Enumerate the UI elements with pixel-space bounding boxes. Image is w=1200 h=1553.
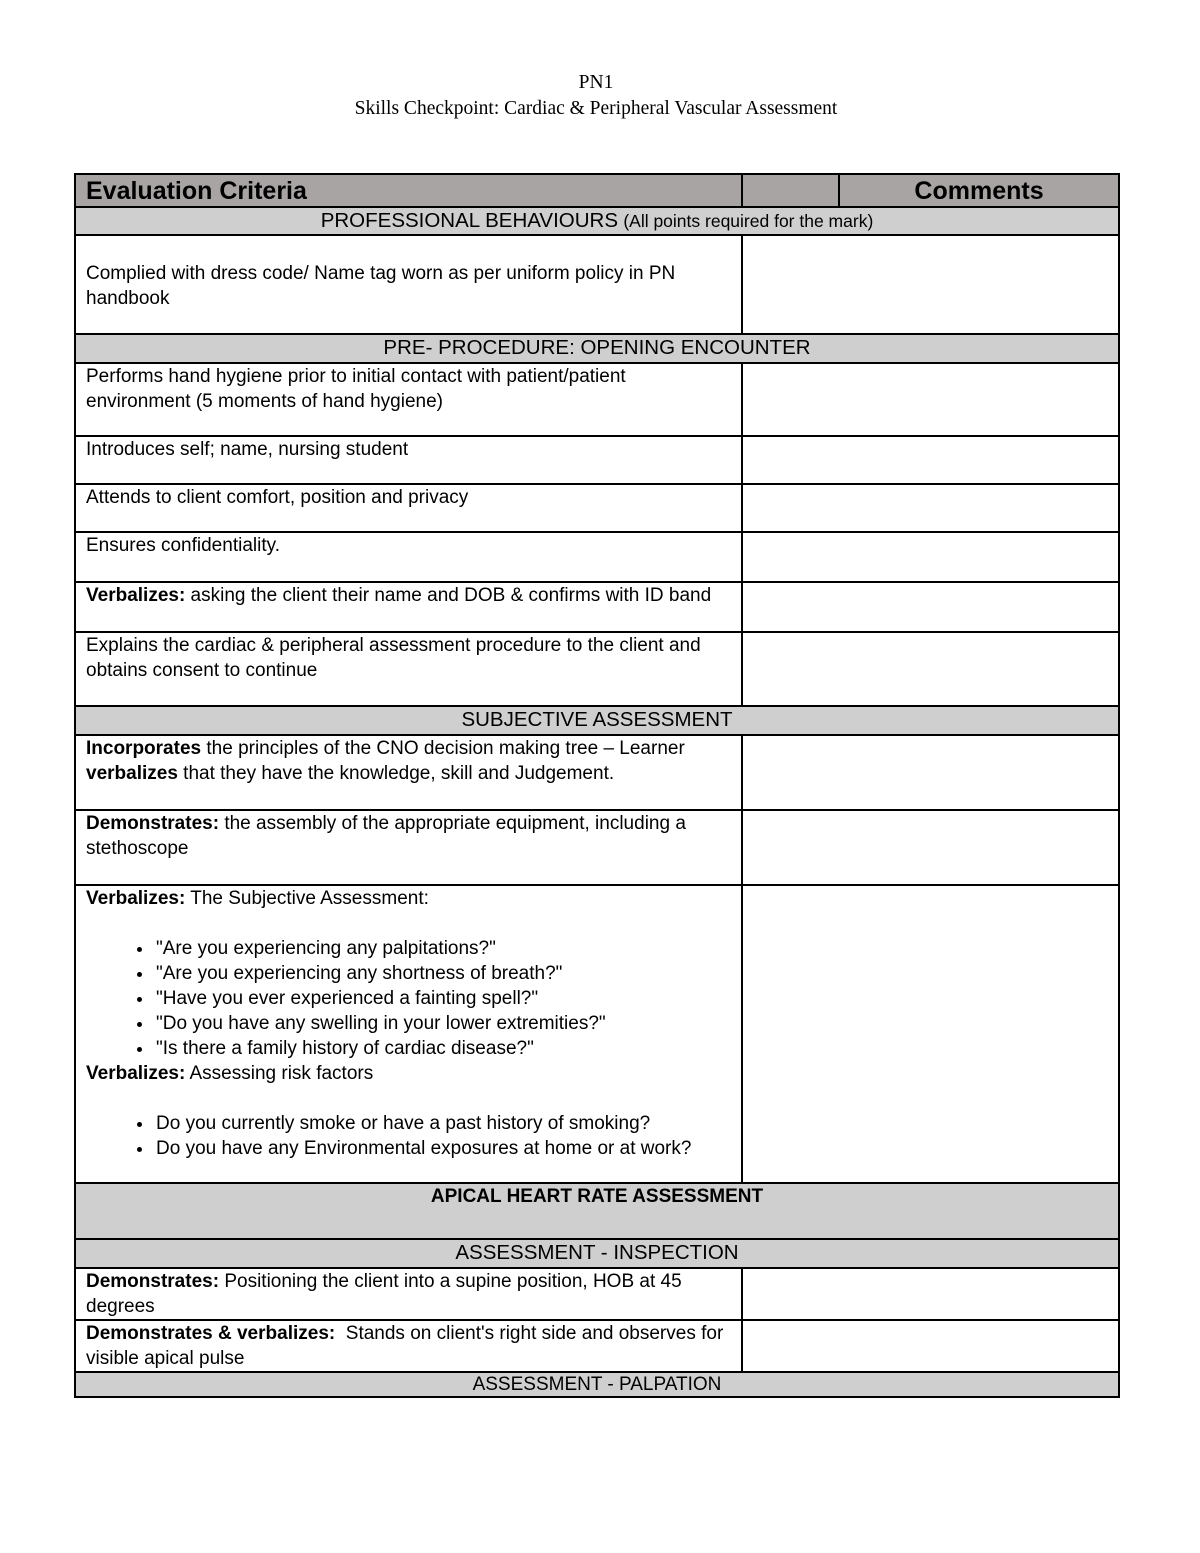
table-row (75, 532, 1119, 582)
section-row (75, 706, 1119, 735)
section-subjective-assessment: SUBJECTIVE ASSESSMENT (75, 706, 1119, 735)
comments-cell[interactable] (742, 582, 1119, 632)
risk-factor-questions-list (86, 1111, 731, 1161)
comments-cell[interactable] (742, 1320, 1119, 1372)
section-row (75, 1239, 1119, 1268)
table-header-row (75, 174, 1119, 207)
table-row (75, 632, 1119, 706)
section-assessment-palpation: ASSESSMENT - PALPATION (75, 1372, 1119, 1397)
list-item: • Do you currently smoke or have a past history of smoking? (154, 1111, 731, 1136)
list-item: • "Are you experiencing any palpitations?" (154, 936, 731, 961)
table-row (75, 363, 1119, 436)
comments-cell[interactable] (742, 532, 1119, 582)
section-pre-procedure: PRE- PROCEDURE: OPENING ENCOUNTER (75, 334, 1119, 363)
column-header-blank (742, 174, 839, 207)
list-item: • "Is there a family history of cardiac disease?" (154, 1036, 731, 1061)
criteria-cell: Demonstrates & verbalizes: Stands on client's right side and observes for visible apical pulse (75, 1320, 742, 1372)
criteria-cell: Verbalizes: asking the client their name and DOB & confirms with ID band (75, 582, 742, 632)
comments-cell[interactable] (742, 363, 1119, 436)
table-row (75, 1268, 1119, 1320)
section-apical-heart-rate: APICAL HEART RATE ASSESSMENT (75, 1183, 1119, 1239)
criteria-cell: Complied with dress code/ Name tag worn as per uniform policy in PN handbook (75, 235, 742, 334)
criteria-cell: Incorporates the principles of the CNO decision making tree – Learner verbalizes that they have the knowledge, skill and Judgement. (75, 735, 742, 810)
list-item: • "Do you have any swelling in your lower extremities?" (154, 1011, 731, 1036)
subjective-questions-list (86, 936, 731, 1061)
table-row (75, 484, 1119, 532)
criteria-cell: Explains the cardiac & peripheral assessment procedure to the client and obtains consent to continue (75, 632, 742, 706)
criteria-cell: Demonstrates: Positioning the client into a supine position, HOB at 45 degrees (75, 1268, 742, 1320)
table-row (75, 1320, 1119, 1372)
comments-cell[interactable] (742, 484, 1119, 532)
list-item: • "Have you ever experienced a fainting spell?" (154, 986, 731, 1011)
column-header-comments: Comments (839, 174, 1119, 207)
criteria-cell: Verbalizes: The Subjective Assessment: • "Are you experiencing any palpitations?" • "Are you experiencing any shortness of breath?" • "Have you ever experienced a fainting spell?" • "Do you have any swelling in your lower extremities?" • "Is there a family history of cardiac disease?" Verbalizes: Assessing risk factors • Do you currently smoke or have a past history of smoking? • Do you have any Environmental exposures at home or at work? (75, 885, 742, 1183)
evaluation-table (74, 173, 1120, 1398)
criteria-cell: Performs hand hygiene prior to initial contact with patient/patient environment (5 moments of hand hygiene) (75, 363, 742, 436)
criteria-cell: Introduces self; name, nursing student (75, 436, 742, 484)
criteria-cell: Attends to client comfort, position and privacy (75, 484, 742, 532)
course-code: PN1 (578, 72, 614, 93)
section-assessment-inspection: ASSESSMENT - INSPECTION (75, 1239, 1119, 1268)
list-item: • "Are you experiencing any shortness of breath?" (154, 961, 731, 986)
criteria-cell: Ensures confidentiality. (75, 532, 742, 582)
document-title: Skills Checkpoint: Cardiac & Peripheral Vascular Assessment (354, 98, 838, 119)
table-row (75, 436, 1119, 484)
section-row (75, 1183, 1119, 1239)
section-professional-behaviours: PROFESSIONAL BEHAVIOURS (All points required for the mark) (75, 207, 1119, 235)
table-row (75, 735, 1119, 810)
comments-cell[interactable] (742, 436, 1119, 484)
section-row (75, 334, 1119, 363)
comments-cell[interactable] (742, 632, 1119, 706)
table-row (75, 235, 1119, 334)
list-item: • Do you have any Environmental exposures at home or at work? (154, 1136, 731, 1161)
section-row (75, 207, 1119, 235)
table-row (75, 582, 1119, 632)
comments-cell[interactable] (742, 1268, 1119, 1320)
criteria-cell: Demonstrates: the assembly of the appropriate equipment, including a stethoscope (75, 810, 742, 885)
comments-cell[interactable] (742, 235, 1119, 334)
table-row (75, 810, 1119, 885)
section-row (75, 1372, 1119, 1397)
column-header-criteria: Evaluation Criteria (75, 174, 742, 207)
table-row (75, 885, 1119, 1183)
comments-cell[interactable] (742, 810, 1119, 885)
comments-cell[interactable] (742, 735, 1119, 810)
document-header (0, 70, 1192, 122)
comments-cell[interactable] (742, 885, 1119, 1183)
